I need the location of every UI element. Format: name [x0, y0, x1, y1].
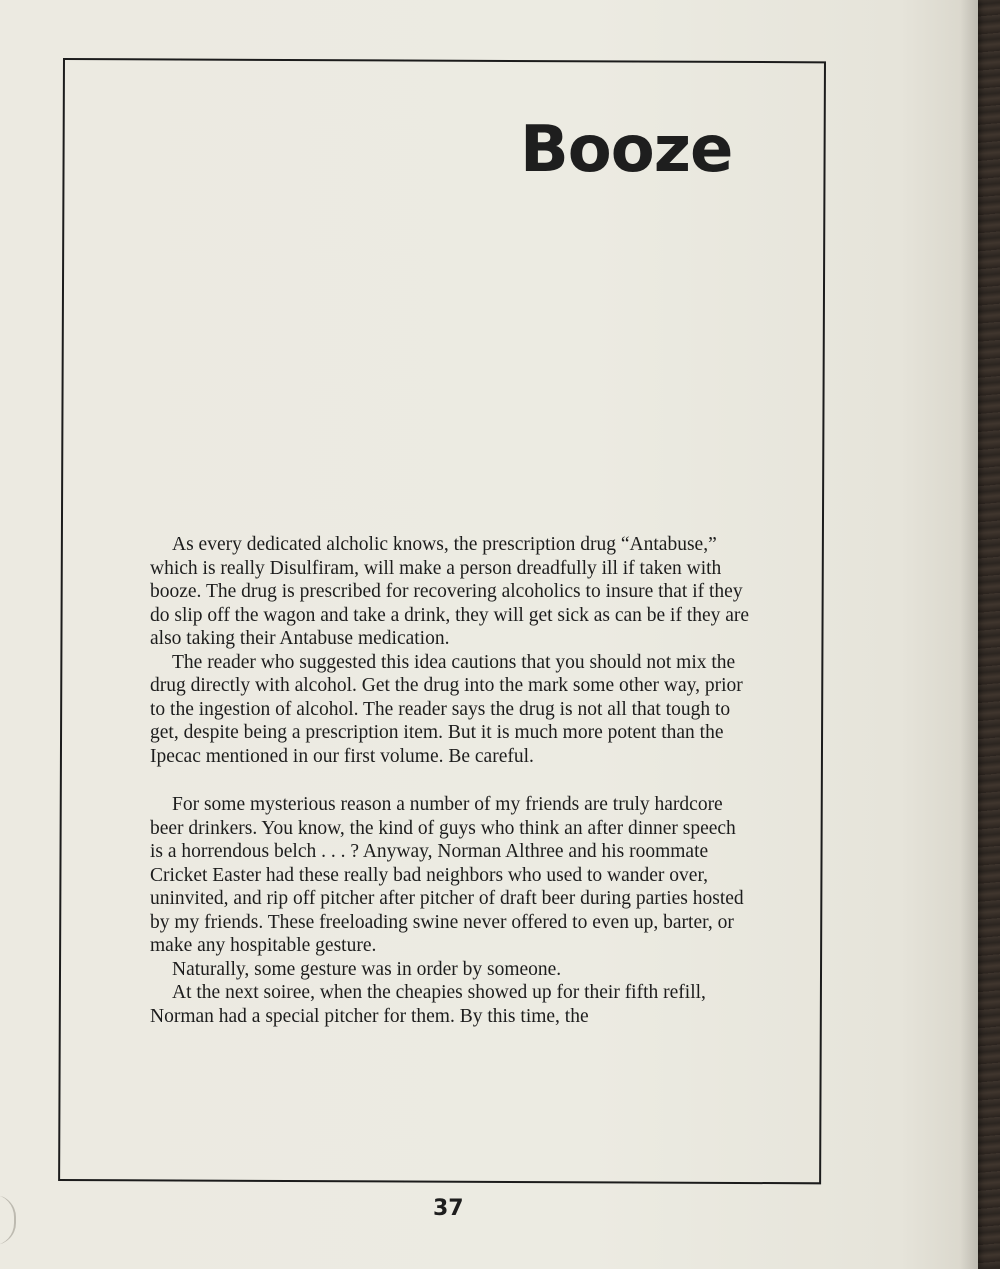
paragraph: For some mysterious reason a number of my friends are truly hardcore beer drinkers. You know, the kind of guys who think an after dinner speech is a horrendous belch . . . ? Anyway, Norman Althree and his roommate Cricket Easter had these really bad neighbors who used to wander over, uninvited, and rip off pitcher after pitcher of draft beer during parties hosted by my friends. These freeloading swine never offered to even up, barter, or make any hospitable gesture. [150, 794, 744, 956]
page-curl [0, 1195, 16, 1245]
page-number: 37 [433, 1196, 464, 1221]
paragraph: As every dedicated alcholic knows, the prescription drug “Antabuse,” which is really Disulfiram, will make a person dreadfully ill if taken with booze. The drug is prescribed for recovering alcoholics to insure that if they do slip off the wagon and take a drink, they will get sick as can be if they are also taking their Antabuse medication. [150, 534, 750, 649]
paragraph: Naturally, some gesture was in order by someone. [172, 958, 562, 980]
paragraph: At the next soiree, when the cheapies showed up for their fifth refill, Norman had a special pitcher for them. By this time, the [150, 982, 706, 1027]
section-break [150, 768, 750, 793]
chapter-title: Booze [520, 113, 733, 187]
paragraph: The reader who suggested this idea cautions that you should not mix the drug directly with alcohol. Get the drug into the mark some other way, prior to the ingestion of alcohol. The reader says the drug is not all that tough to get, despite being a prescription item. But it is much more potent than the Ipecac mentioned in our first volume. Be careful. [150, 651, 743, 767]
page-edge-shadow [960, 0, 978, 1269]
body-text [150, 533, 750, 1028]
